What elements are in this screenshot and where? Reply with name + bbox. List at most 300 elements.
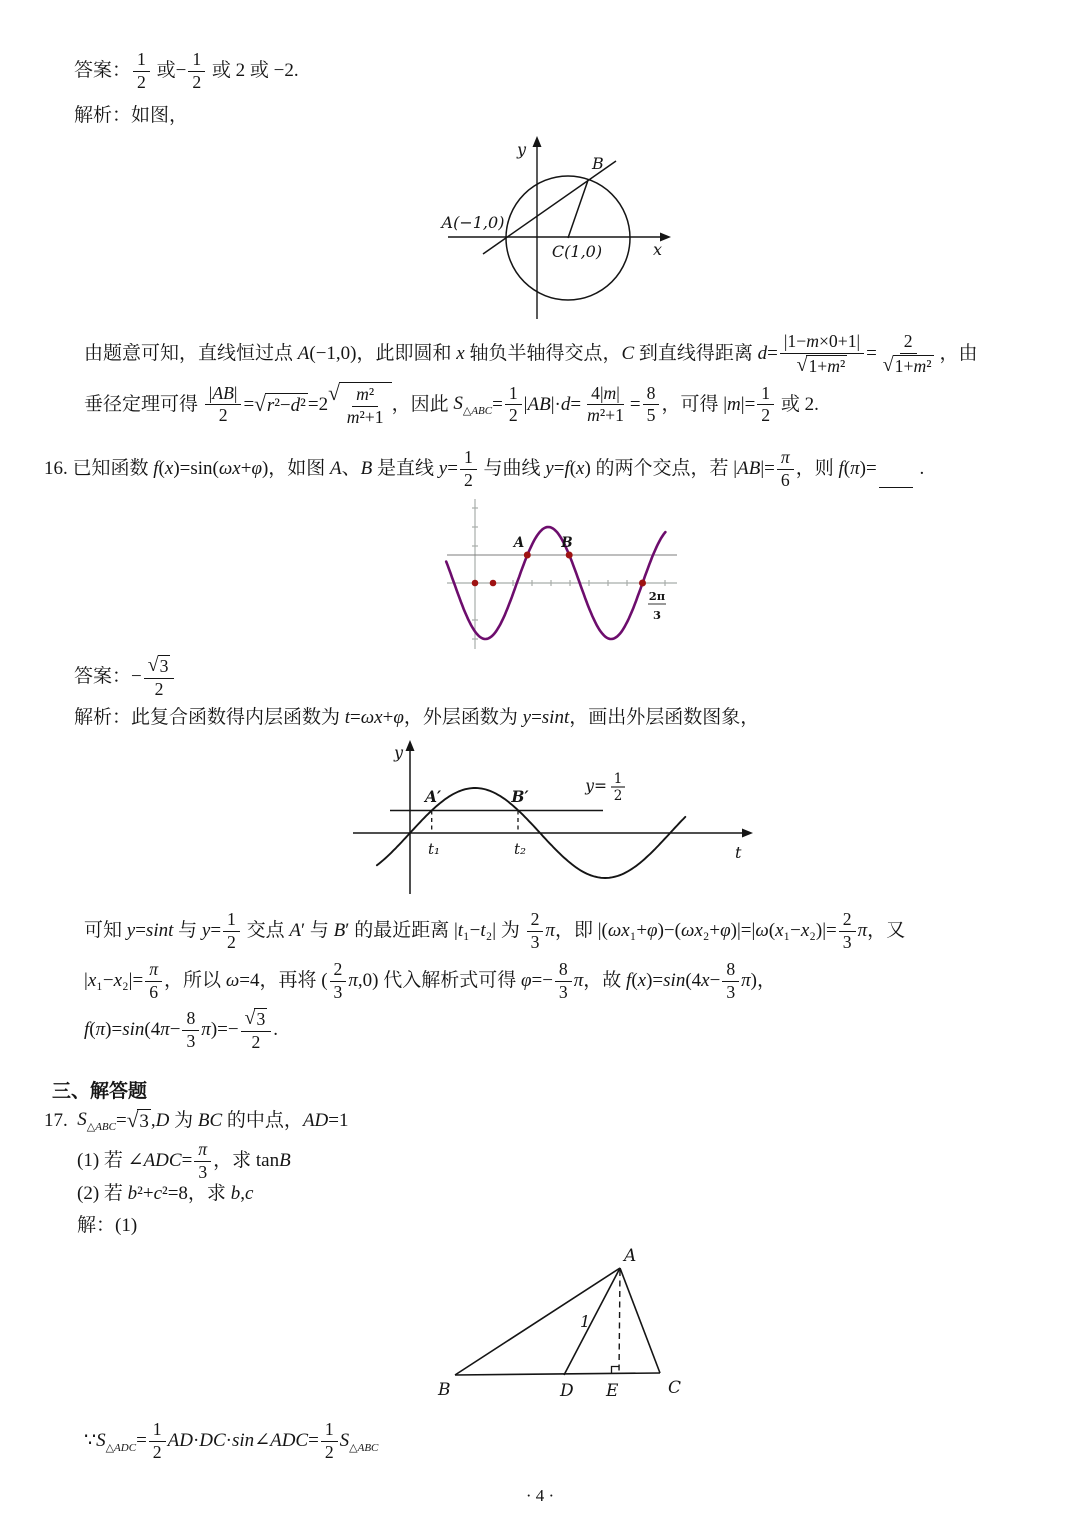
point-d-label: D — [560, 1381, 574, 1401]
fraction — [149, 1420, 166, 1463]
math-text: ，外层函数为 — [403, 707, 523, 728]
side-bc — [455, 1373, 660, 1375]
math-text: )|=| — [730, 920, 756, 942]
math-var: π — [545, 920, 555, 942]
math-text: ₁− — [96, 970, 114, 992]
numerator — [352, 385, 378, 407]
radical-sign: √ — [244, 1007, 256, 1029]
math-text: )，如图 — [261, 458, 331, 480]
fraction — [330, 960, 347, 1003]
tick-fraction-num: 2π — [648, 589, 666, 603]
math-var: c — [244, 1183, 254, 1204]
math-text: 3 — [139, 1110, 149, 1132]
math-var: d — [290, 395, 301, 417]
math-text: ( — [89, 1019, 96, 1041]
numerator — [460, 448, 477, 470]
math-var: BC — [197, 1109, 223, 1131]
circle-figure — [440, 133, 740, 323]
subscript: △ABC — [86, 1120, 116, 1133]
subscripted — [77, 1108, 116, 1133]
math-text: 3 — [186, 1030, 196, 1051]
numerator — [145, 960, 162, 982]
math-text: 2 — [218, 405, 228, 426]
math-var: m — [346, 406, 360, 427]
math-text: ，故 — [583, 970, 627, 992]
fraction — [555, 960, 572, 1003]
math-var: ωx — [680, 920, 703, 942]
math-text: (1) 若 ∠ — [77, 1150, 144, 1172]
half-line-label — [584, 771, 625, 804]
math-var: sint — [541, 707, 570, 728]
math-text: = — [210, 920, 222, 942]
q17-part2-line — [77, 1182, 253, 1206]
math-text: 为 — [169, 1109, 198, 1131]
math-text: ，所以 — [164, 970, 226, 992]
math-text: + — [240, 458, 252, 480]
math-text: 5 — [646, 405, 656, 426]
fraction — [722, 960, 739, 1003]
math-text: )=− — [210, 1019, 239, 1041]
math-text: 2 — [137, 71, 146, 92]
math-text: ′ 与 — [301, 920, 334, 942]
denominator — [248, 1032, 265, 1053]
math-var: A — [297, 343, 310, 365]
math-text: ₂|= — [122, 970, 144, 992]
numerator — [133, 50, 150, 72]
radical — [883, 355, 934, 377]
math-text: 3 — [558, 981, 568, 1002]
math-text: ( — [569, 458, 577, 480]
math-var: S — [96, 1429, 106, 1451]
math-text: ，又 — [867, 920, 906, 942]
radicand — [806, 355, 847, 377]
math-text: 3 — [333, 981, 343, 1002]
math-text: = — [570, 393, 582, 415]
math-text: )， — [750, 970, 776, 992]
math-text: 1 — [152, 1419, 162, 1439]
t-axis-label: t — [735, 843, 742, 862]
math-var: t — [457, 920, 464, 942]
math-text: ( — [631, 970, 638, 992]
math-var: x — [800, 920, 810, 942]
math-text: 三、解答题 — [52, 1081, 148, 1102]
math-var: S — [77, 1109, 87, 1130]
math-var: x — [576, 458, 585, 480]
math-var: y — [201, 920, 211, 942]
math-text: 1 — [227, 909, 236, 929]
math-var: sin — [232, 1430, 255, 1452]
radicand — [137, 1109, 151, 1132]
math-var: d — [757, 343, 768, 365]
math-text: 与曲线 — [478, 458, 546, 480]
denominator — [321, 1442, 338, 1463]
math-text: | — [523, 393, 528, 415]
math-var: π — [780, 447, 790, 467]
numerator — [555, 960, 572, 982]
math-text: 1 — [192, 49, 202, 69]
math-var: ωx — [218, 458, 241, 480]
math-text: 是直线 — [372, 458, 439, 480]
denominator — [583, 405, 628, 426]
math-text: 8 — [726, 959, 736, 979]
denominator — [722, 982, 739, 1003]
math-var: f — [564, 458, 570, 480]
math-var: A — [330, 458, 342, 480]
fraction — [145, 960, 162, 1003]
math-text: − — [709, 970, 721, 992]
math-text: | — [84, 970, 88, 992]
numerator — [241, 1008, 272, 1032]
math-var: φ — [393, 707, 404, 728]
math-text: ∠ — [254, 1430, 271, 1452]
math-text: 3 — [530, 931, 540, 952]
math-text: ₁+ — [629, 920, 648, 942]
math-text: 可知 — [84, 920, 127, 942]
math-text: (4 — [144, 1019, 161, 1041]
half-line-label-pre: y= — [585, 777, 607, 795]
math-var: y — [545, 458, 554, 480]
math-var: f — [153, 458, 159, 480]
math-text: |· — [550, 393, 561, 415]
denominator — [188, 72, 205, 93]
q17-stem-line — [44, 1108, 348, 1133]
math-text: )=sin( — [173, 458, 219, 480]
math-var: AD — [167, 1430, 193, 1452]
math-text: ，由 — [939, 343, 978, 365]
math-text: ²+1 — [599, 405, 624, 426]
subscript: △ABC — [349, 1441, 379, 1454]
math-text: 3 — [726, 981, 736, 1002]
math-text: − — [169, 1019, 181, 1041]
denominator — [505, 405, 522, 426]
math-text: |= — [760, 458, 775, 480]
q17-part1-line — [77, 1140, 291, 1183]
math-var: φ — [251, 458, 262, 480]
math-text: ，因此 — [391, 393, 454, 415]
denominator — [145, 982, 162, 1003]
math-text: 轴负半轴得交点， — [464, 343, 622, 365]
math-var: x — [637, 970, 647, 992]
tick-fraction-2pi3 — [648, 589, 666, 622]
math-text: 1 — [137, 49, 146, 69]
math-text: ×0+1| — [818, 331, 861, 351]
math-text: ₂+ — [702, 920, 721, 942]
math-text: 6 — [149, 981, 159, 1002]
outer-sine-figure — [345, 738, 765, 898]
fraction — [757, 384, 774, 427]
denominator — [643, 405, 660, 426]
denominator — [879, 354, 938, 377]
subscript: △ADC — [105, 1441, 137, 1454]
math-text: + — [382, 707, 394, 728]
math-var: π — [573, 970, 584, 992]
math-text: 1+ — [808, 355, 828, 376]
radical-sign: √ — [254, 392, 266, 417]
fraction — [321, 1420, 338, 1463]
math-var: D — [155, 1109, 170, 1131]
math-text: ∵ — [84, 1430, 97, 1452]
math-var: B — [360, 458, 373, 480]
math-text: ₁− — [783, 920, 801, 942]
side-ac — [620, 1268, 660, 1373]
radical — [245, 1008, 268, 1030]
numerator — [321, 1420, 338, 1442]
math-var: x — [164, 458, 174, 480]
math-text: 2 — [530, 909, 540, 929]
q17-solution-intro — [77, 1214, 137, 1238]
y-axis-arrow — [533, 136, 542, 147]
secant-line — [483, 161, 616, 254]
radicand — [265, 393, 308, 416]
denominator — [149, 1442, 166, 1463]
fraction — [194, 1140, 211, 1183]
math-var: y — [438, 458, 448, 480]
math-text: 2 — [761, 405, 771, 426]
math-text: 16. 已知函数 — [44, 458, 154, 480]
math-text: = — [243, 393, 255, 415]
math-text: ²+1 — [359, 406, 384, 427]
math-var: b — [127, 1183, 138, 1204]
math-text: ² — [300, 395, 306, 417]
numerator — [900, 332, 917, 354]
math-text: 2 — [227, 931, 236, 952]
math-text: = — [181, 1150, 193, 1172]
point-b-label: B — [561, 535, 573, 551]
numerator — [643, 384, 660, 406]
math-text: 、 — [341, 458, 361, 480]
side-ba — [455, 1268, 620, 1375]
denominator — [460, 470, 477, 491]
math-text: = — [447, 458, 458, 480]
math-text: ₁− — [463, 920, 481, 942]
math-var: π — [741, 970, 751, 992]
denominator — [555, 982, 572, 1003]
math-text: ，则 — [795, 458, 839, 480]
numerator — [144, 655, 175, 679]
half-line-label-num: 1 — [613, 771, 623, 787]
math-var: ADC — [270, 1430, 309, 1452]
math-text: 交点 — [241, 920, 290, 942]
math-text: 6 — [780, 469, 790, 490]
radicand — [158, 655, 171, 677]
q16-solution-line-1 — [84, 910, 905, 953]
math-var: f — [838, 458, 844, 480]
math-text: = — [767, 343, 778, 365]
fraction — [182, 1009, 199, 1052]
math-text: 2 — [324, 1441, 334, 1462]
math-var: x — [456, 343, 465, 365]
denominator — [194, 1162, 211, 1183]
math-text: ²− — [274, 395, 291, 417]
math-var: t — [344, 707, 351, 728]
math-var: ω — [225, 970, 240, 992]
math-var: AD — [302, 1109, 329, 1131]
math-text: ²=8，求 — [162, 1183, 231, 1204]
math-text: 垂径定理可得 — [84, 393, 203, 415]
fraction — [343, 385, 388, 428]
math-text: . — [273, 1019, 279, 1041]
math-text: 3 — [198, 1161, 208, 1182]
radical-sign: √ — [882, 353, 894, 376]
math-text: 或− — [151, 60, 187, 82]
numerator — [223, 910, 240, 932]
sine-grid-figure — [445, 497, 705, 652]
math-var: ω — [755, 920, 769, 942]
math-var: m — [356, 384, 369, 404]
math-text: =1 — [328, 1109, 349, 1131]
denominator — [777, 470, 794, 491]
q15-analysis-intro — [74, 104, 188, 128]
math-text: 1+ — [894, 355, 914, 376]
math-var: t — [480, 920, 486, 942]
math-text: | — [616, 382, 620, 403]
math-var: sin — [122, 1019, 145, 1041]
math-text: · — [192, 1430, 200, 1452]
math-var: c — [153, 1183, 163, 1204]
q16-solution-line-2 — [84, 960, 776, 1003]
math-var: φ — [720, 920, 731, 942]
denominator — [527, 932, 544, 953]
math-var: m — [727, 393, 741, 415]
math-text: 解析：此复合函数得内层函数为 — [74, 707, 345, 728]
math-var: π — [95, 1019, 106, 1041]
math-text: ，求 tan — [213, 1150, 280, 1172]
numerator — [194, 1140, 211, 1162]
radical — [254, 393, 308, 416]
math-text: ′ 的最近距离 | — [345, 920, 458, 942]
numerator — [205, 384, 242, 406]
radical-sign: √ — [147, 654, 159, 676]
radical — [127, 1109, 151, 1132]
fraction — [133, 50, 150, 93]
math-var: AB — [527, 393, 551, 415]
numerator — [722, 960, 739, 982]
math-text: ²+ — [137, 1183, 154, 1204]
half-line-label-den: 2 — [613, 788, 623, 804]
subscripted — [340, 1429, 379, 1454]
math-text: )= — [105, 1019, 123, 1041]
q15-answer-line — [74, 50, 299, 93]
y-axis-arrow — [406, 740, 415, 751]
math-var: π — [198, 1139, 208, 1159]
numerator — [839, 910, 856, 932]
q15-solution-line-1 — [84, 332, 978, 377]
t-axis-arrow — [742, 829, 753, 838]
math-text: 的中点， — [222, 1109, 303, 1131]
t1-label: t₁ — [427, 840, 441, 858]
denominator — [330, 982, 347, 1003]
math-text: 2 — [251, 1031, 261, 1052]
math-text: , — [150, 1109, 156, 1131]
math-text: = — [116, 1109, 127, 1131]
math-var: π — [348, 970, 358, 992]
numerator — [777, 448, 794, 470]
fraction — [505, 384, 522, 427]
math-text: ( — [158, 458, 165, 480]
point-c-label: C(1,0) — [551, 242, 603, 261]
math-text: 2 — [192, 71, 202, 92]
math-var: AB — [212, 382, 234, 403]
math-var: r — [266, 395, 275, 417]
math-text: 2 — [152, 1441, 162, 1462]
math-text: 由题意可知，直线恒过点 — [84, 343, 298, 365]
math-text: 1 — [463, 447, 473, 467]
math-var: π — [850, 458, 860, 480]
math-text: 1 — [508, 382, 518, 403]
math-var: sin — [663, 970, 686, 992]
denominator — [133, 72, 150, 93]
marked-points — [472, 552, 646, 587]
math-var: ωx — [360, 707, 383, 728]
fraction — [527, 910, 544, 953]
radical-sign: √ — [126, 1107, 139, 1132]
math-text: 2 — [508, 405, 518, 426]
math-text: 或 2 或 −2. — [207, 60, 299, 82]
math-var: m — [587, 405, 600, 426]
math-text: = — [308, 1430, 319, 1452]
math-text: ( — [843, 458, 851, 480]
math-text: ，即 |( — [554, 920, 608, 942]
point-b-label: B — [592, 154, 604, 173]
math-text: |1− — [783, 331, 807, 351]
math-var: m — [806, 331, 819, 351]
math-var: d — [560, 393, 571, 415]
math-var: m — [827, 355, 841, 376]
math-var: S — [339, 1429, 350, 1451]
math-text: 2 — [842, 909, 852, 929]
page-number: · 4 · — [525, 1486, 555, 1505]
math-text: | — [233, 382, 238, 403]
t2-label: t₂ — [513, 840, 527, 858]
denominator — [151, 679, 168, 700]
fraction — [879, 332, 938, 377]
radical-sign: √ — [796, 353, 808, 376]
math-text: = — [866, 343, 877, 365]
math-text: ₂)|= — [809, 920, 837, 942]
math-var: π — [857, 920, 868, 942]
math-text: ( — [768, 920, 776, 942]
radical — [148, 655, 171, 677]
math-var: b — [230, 1183, 241, 1204]
math-var: DC — [199, 1430, 226, 1452]
radical — [797, 355, 848, 377]
denominator — [223, 932, 240, 953]
fraction — [241, 1008, 272, 1053]
denominator — [839, 932, 856, 953]
math-text: 8 — [186, 1008, 196, 1028]
denominator — [182, 1031, 199, 1052]
fraction — [188, 50, 205, 93]
math-text: 2 — [154, 678, 164, 699]
math-var: π — [201, 1019, 211, 1041]
math-text: = — [531, 707, 542, 728]
math-var: φ — [647, 920, 658, 942]
radical-sign: √ — [328, 381, 340, 405]
numerator — [527, 910, 544, 932]
denominator — [343, 407, 388, 428]
y-axis-label: y — [516, 140, 526, 159]
math-var: y — [126, 920, 136, 942]
q16-stem-line — [44, 448, 924, 491]
math-var: x — [87, 970, 97, 992]
math-text: 解析：如图， — [74, 105, 189, 126]
answer-blank — [879, 468, 913, 488]
math-text: ) 的两个交点，若 | — [584, 458, 738, 480]
fraction — [643, 384, 660, 427]
radicand — [893, 355, 934, 377]
numerator — [757, 384, 774, 406]
math-var: y — [522, 707, 532, 728]
